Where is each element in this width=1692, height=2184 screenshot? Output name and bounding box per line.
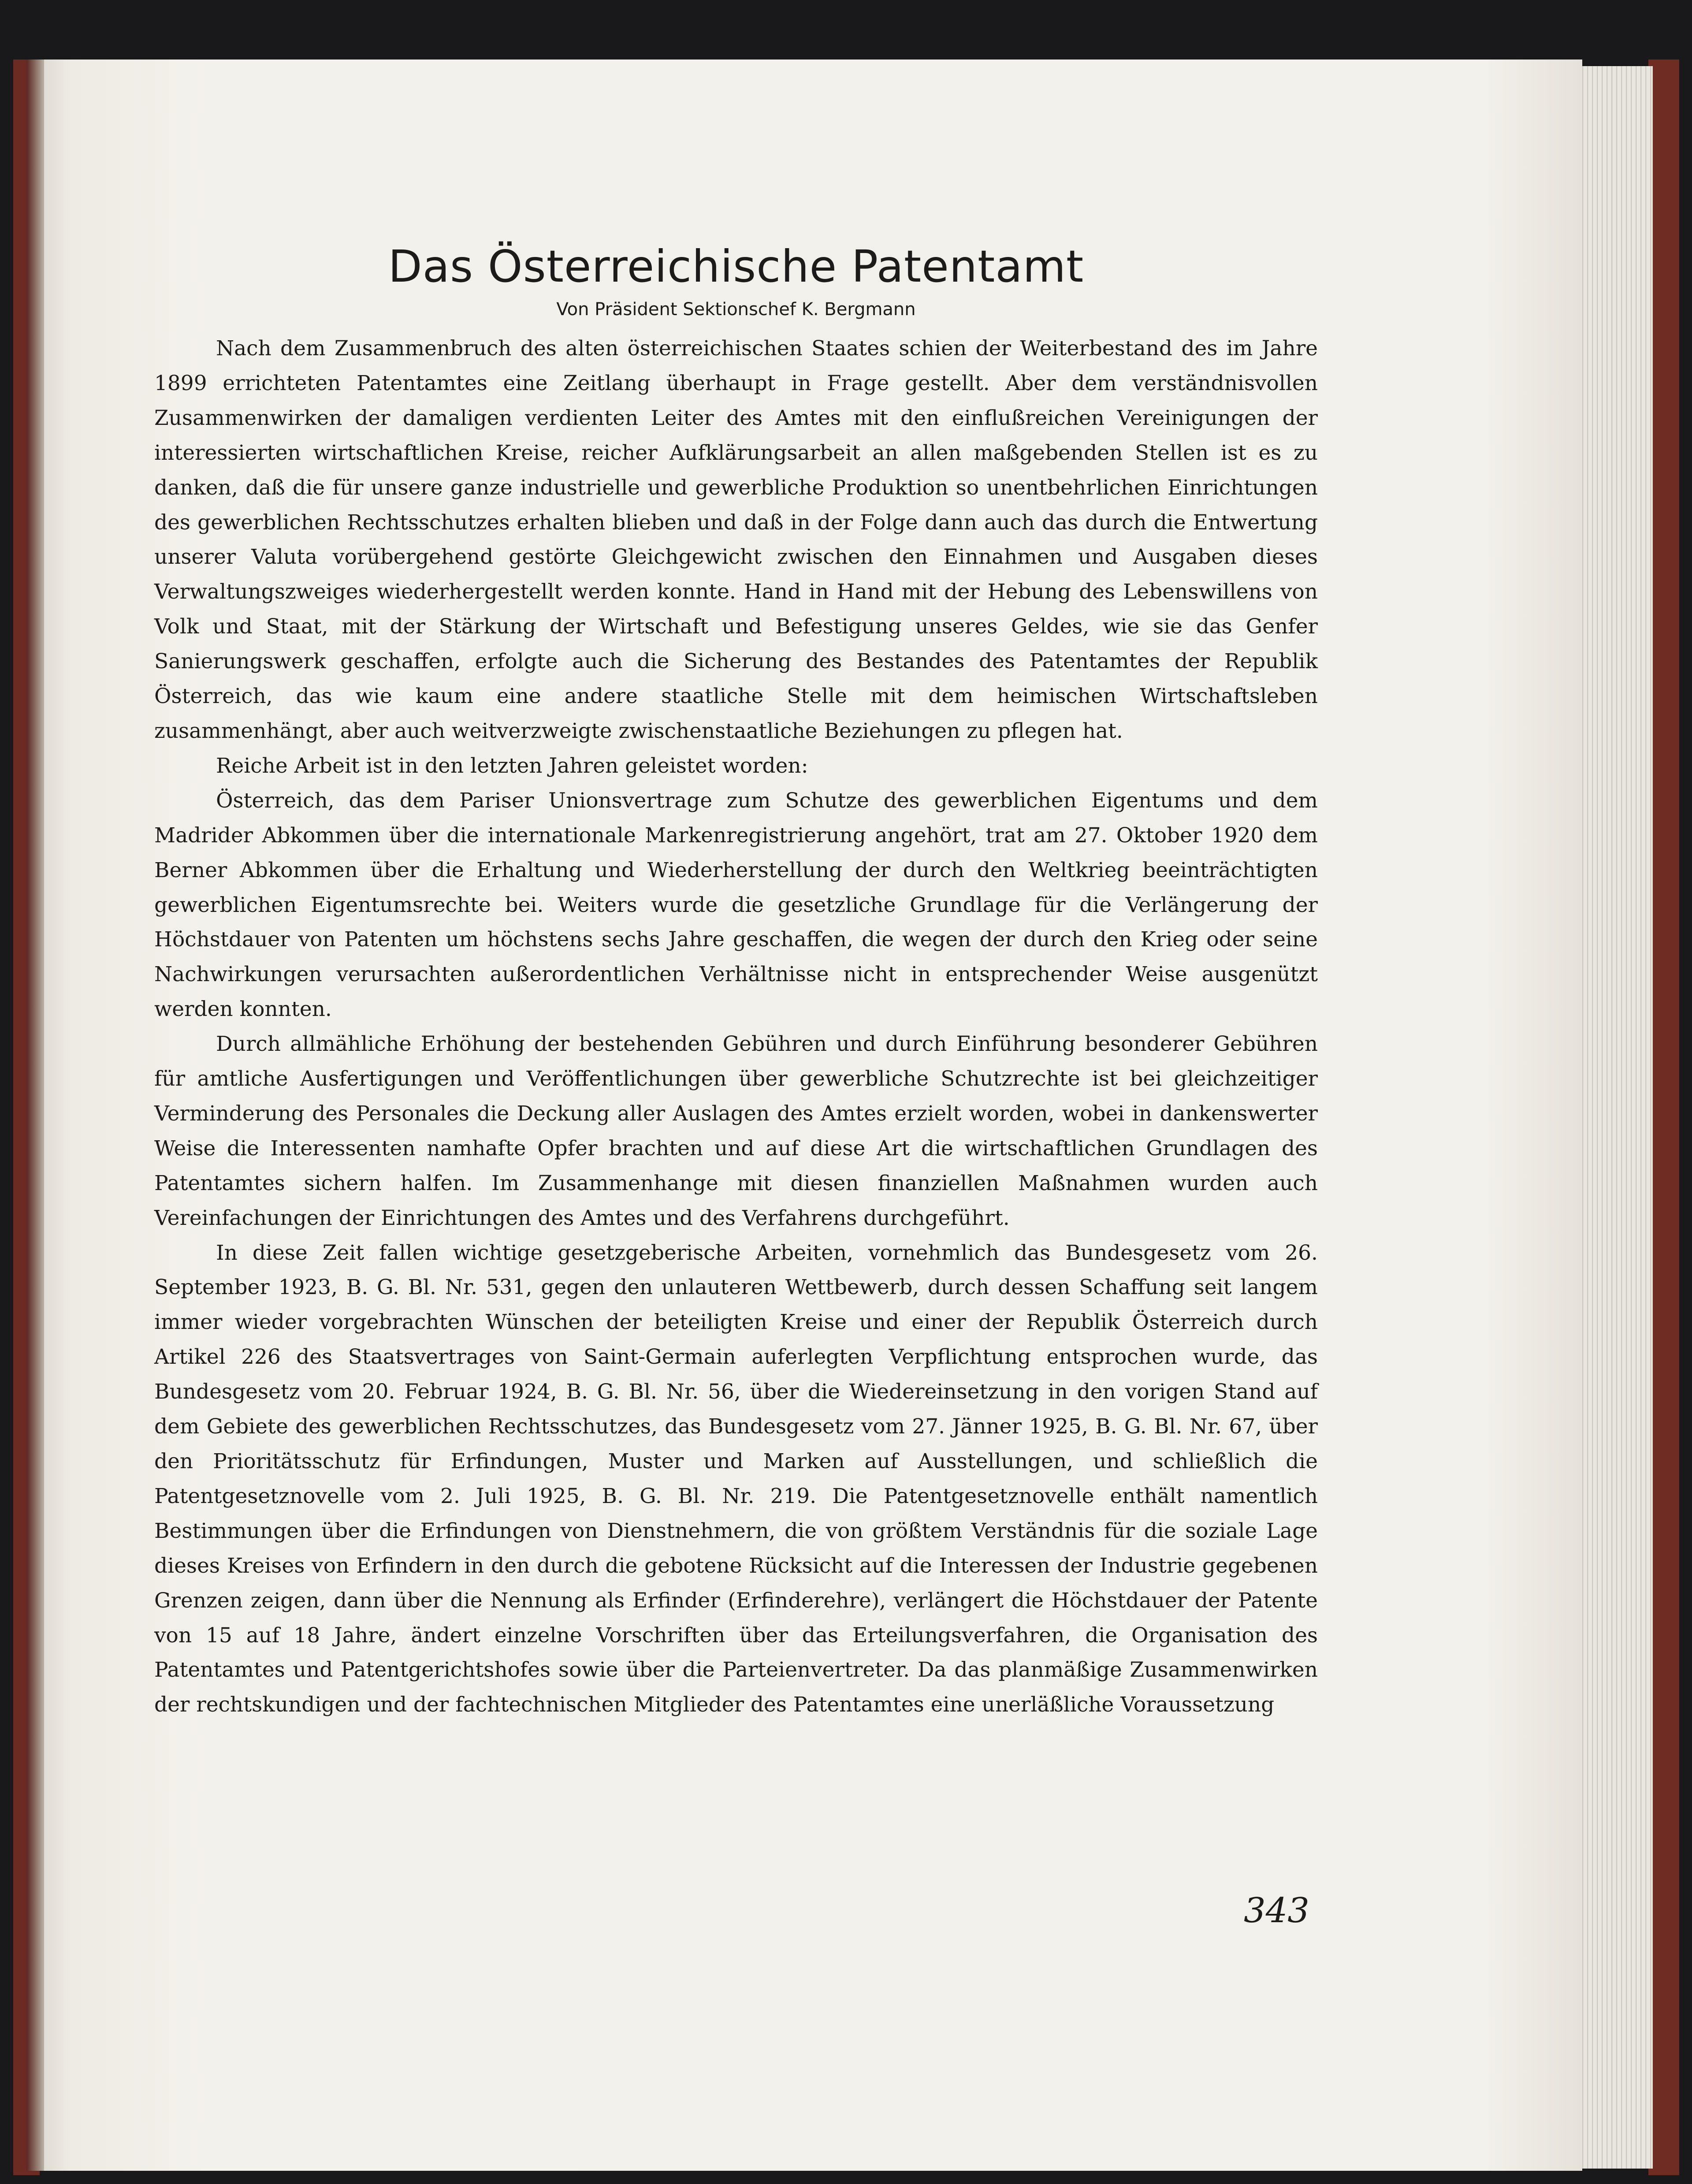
paragraph: Nach dem Zusammenbruch des alten österreichischen Staates schien der Weiterbestand des im Jahre 1899 errichteten Patentamtes eine Zeitlang überhaupt in Frage gestellt. Aber dem verständnisvollen Zusammenwirken der damaligen verdienten Leiter des Amtes mit den einflußreichen Vereinigungen der interessierten wirtschaftlichen Kreise, reicher Aufklärungsarbeit an allen maßgebenden Stellen ist es zu danken, daß die für unsere ganze industrielle und gewerbliche Produktion so unentbehrlichen Einrichtungen des gewerblichen Rechtsschutzes erhalten blieben und daß in der Folge dann auch das durch die Entwertung unserer Valuta vorübergehend gestörte Gleichgewicht zwischen den Einnahmen und Ausgaben dieses Verwaltungszweiges wiederhergestellt werden konnte. Hand in Hand mit der Hebung des Lebenswillens von Volk und Staat, mit der Stärkung der Wirtschaft und Befestigung unseres Geldes, wie sie das Genfer Sanierungswerk geschaffen, erfolgte auch die Sicherung des Bestandes des Patentamtes der Republik Österreich, das wie kaum eine andere staatliche Stelle mit dem heimischen Wirtschaftsleben zusammenhängt, aber auch weitverzweigte zwischenstaatliche Beziehungen zu pflegen hat. (154, 336, 1318, 743)
article (154, 238, 1318, 1723)
paragraph: In diese Zeit fallen wichtige gesetzgeberische Arbeiten, vornehmlich das Bundesgesetz vom 26. September 1923, B. G. Bl. Nr. 531, gegen den unlauteren Wettbewerb, durch dessen Schaffung seit langem immer wieder vorgebrachten Wünschen der beteiligten Kreise und einer der Republik Österreich durch Artikel 226 des Staatsvertrages von Saint-Germain auferlegten Verpflichtung entsprochen wurde, das Bundesgesetz vom 20. Februar 1924, B. G. Bl. Nr. 56, über die Wiedereinsetzung in den vorigen Stand auf dem Gebiete des gewerblichen Rechtsschutzes, das Bundesgesetz vom 27. Jänner 1925, B. G. Bl. Nr. 67, über den Prioritätsschutz für Erfindungen, Muster und Marken auf Ausstellungen, und schließlich die Patentgesetznovelle vom 2. Juli 1925, B. G. Bl. Nr. 219. Die Patentgesetznovelle enthält namentlich Bestimmungen über die Erfindungen von Dienstnehmern, die von größtem Verständnis für die soziale Lage dieses Kreises von Erfindern in den durch die gebotene Rücksicht auf die Interessen der Industrie gegebenen Grenzen zeigen, dann über die Nennung als Erfinder (Erfinderehre), verlängert die Höchstdauer der Patente von 15 auf 18 Jahre, ändert einzelne Vorschriften über das Erteilungsverfahren, die Organisation des Patentamtes und Patentgerichtshofes sowie über die Parteienvertreter. Da das planmäßige Zusammenwirken der rechtskundigen und der fachtechnischen Mitglieder des Patentamtes eine unerläßliche Voraussetzung (154, 1240, 1318, 1717)
paragraph: Österreich, das dem Pariser Unionsvertrage zum Schutze des gewerblichen Eigentums und dem Madrider Abkommen über die internationale Markenregistrierung angehört, trat am 27. Oktober 1920 dem Berner Abkommen über die Erhaltung und Wiederherstellung der durch den Weltkrieg beeinträchtigten gewerblichen Eigentumsrechte bei. Weiters wurde die gesetzliche Grundlage für die Verlängerung der Höchstdauer von Patenten um höchstens sechs Jahre geschaffen, die wegen der durch den Krieg oder seine Nachwirkungen verursachten außerordentlichen Verhältnisse nicht in entsprechender Weise ausgenützt werden konnten. (154, 788, 1318, 1022)
paragraph: Durch allmähliche Erhöhung der bestehenden Gebühren und durch Einführung besonderer Gebühren für amtliche Ausfertigungen und Veröffentlichungen über gewerbliche Schutzrechte ist bei gleichzeitiger Verminderung des Personales die Deckung aller Auslagen des Amtes erzielt worden, wobei in dankenswerter Weise die Interessenten namhafte Opfer brachten und auf diese Art die wirtschaftlichen Grundlagen des Patentamtes sichern halfen. Im Zusammenhange mit diesen finanziellen Maßnahmen wurden auch Vereinfachungen der Einrichtungen des Amtes und des Verfahrens durchgeführt. (154, 1032, 1318, 1230)
paragraph: Reiche Arbeit ist in den letzten Jahren geleistet worden: (216, 753, 808, 778)
page-number: 343 (1244, 1891, 1309, 1931)
article-title: Das Österreichische Patentamt (388, 241, 1084, 292)
article-byline: Von Präsident Sektionschef K. Bergmann (556, 299, 916, 320)
spine-shadow (26, 60, 44, 2171)
book-cover-right (1648, 60, 1679, 2175)
